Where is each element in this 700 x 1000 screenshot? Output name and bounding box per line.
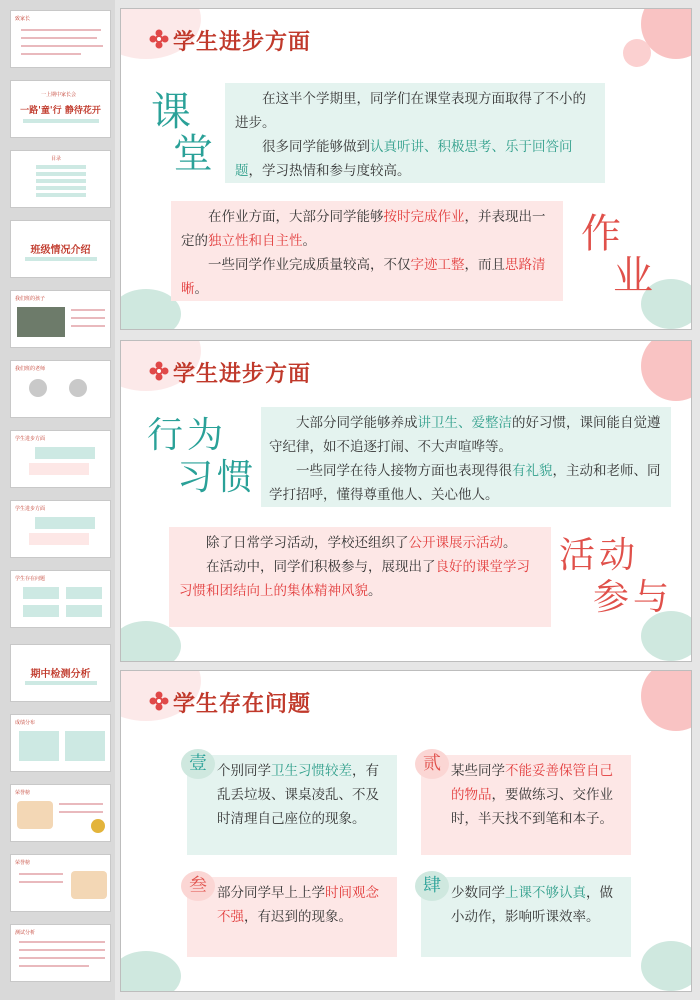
thumb-title: 我们班的孩子 bbox=[15, 296, 46, 302]
flower-decoration bbox=[641, 670, 692, 731]
thumb-title: 测试分析 bbox=[15, 930, 36, 936]
flower-icon bbox=[149, 691, 169, 711]
slide-behavior-activity bbox=[120, 340, 692, 662]
leaf-decoration bbox=[120, 951, 181, 992]
badge-3: 叁 bbox=[181, 871, 215, 901]
thumb-heading: 期中检测分析 bbox=[30, 669, 91, 680]
flower-decoration bbox=[641, 340, 692, 401]
slide-classroom-homework bbox=[120, 8, 692, 330]
flower-icon bbox=[149, 361, 169, 381]
slide-thumb-1[interactable] bbox=[10, 10, 111, 68]
slide-thumb-2[interactable] bbox=[10, 80, 111, 138]
classroom-paragraph-1: 在这半个学期里，同学们在课堂表现方面取得了不小的进步。 bbox=[235, 91, 586, 131]
slide-thumb-5[interactable] bbox=[10, 290, 111, 348]
behavior-text-box bbox=[261, 407, 671, 507]
activity-paragraph-1: 除了日常学习活动，学校还组织了公开课展示活动。 bbox=[206, 535, 517, 551]
behavior-heading: 行为 习惯 bbox=[147, 415, 258, 498]
slide-thumb-12[interactable] bbox=[10, 784, 111, 842]
homework-heading: 作 业 bbox=[581, 211, 657, 299]
thumb-title: 荣誉榜 bbox=[15, 790, 31, 796]
thumb-title: 我们班的老师 bbox=[15, 366, 46, 372]
slide-thumb-7[interactable] bbox=[10, 430, 111, 488]
thumb-title: 学生进步方面 bbox=[15, 436, 46, 442]
homework-paragraph-1: 在作业方面，大部分同学能够按时完成作业，并表现出一定的独立性和自主性。 bbox=[181, 209, 546, 249]
slide-title: 学生进步方面 bbox=[173, 362, 312, 387]
slide-title: 学生进步方面 bbox=[173, 30, 312, 55]
behavior-paragraph-1: 大部分同学能够养成讲卫生、爱整洁的好习惯，课间能自觉遵守纪律，如不追逐打闹、不大声喧哗等。 bbox=[269, 415, 661, 455]
homework-text-box bbox=[171, 201, 563, 301]
badge-2: 贰 bbox=[415, 749, 449, 779]
activity-heading: 活动 参与 bbox=[559, 535, 674, 618]
thumb-title: 学生存在问题 bbox=[15, 576, 46, 582]
slide-problems bbox=[120, 670, 692, 992]
thumb-title: 致家长 bbox=[15, 16, 31, 22]
slide-thumb-13[interactable] bbox=[10, 854, 111, 912]
slide-thumbnail-panel bbox=[0, 0, 115, 1000]
slide-thumb-8[interactable] bbox=[10, 500, 111, 558]
thumb-title: 一上期中家长会 bbox=[41, 92, 77, 98]
problem-item-4: 少数同学上课不够认真，做小动作，影响听课效率。 bbox=[421, 877, 631, 957]
slide-thumb-14[interactable] bbox=[10, 924, 111, 982]
homework-paragraph-2: 一些同学作业完成质量较高，不仅字迹工整，而且思路清晰。 bbox=[181, 257, 546, 297]
slide-thumb-6[interactable] bbox=[10, 360, 111, 418]
classroom-paragraph-2: 很多同学能够做到认真听讲、积极思考、乐于回答问题，学习热情和参与度较高。 bbox=[235, 139, 573, 179]
thumb-title: 成绩分布 bbox=[15, 720, 36, 726]
thumb-heading: 一路'童'行 静待花开 bbox=[20, 106, 101, 116]
activity-paragraph-2: 在活动中，同学们积极参与，展现出了良好的课堂学习习惯和团结向上的集体精神风貌。 bbox=[179, 559, 530, 599]
badge-4: 肆 bbox=[415, 871, 449, 901]
slide-thumb-10[interactable] bbox=[10, 644, 111, 702]
behavior-paragraph-2: 一些同学在待人接物方面也表现得很有礼貌，主动和老师、同学打招呼，懂得尊重他人、关心他人。 bbox=[269, 463, 661, 503]
problem-item-2: 某些同学不能妥善保管自己的物品，要做练习、交作业时，半天找不到笔和本子。 bbox=[421, 755, 631, 855]
problem-item-1: 个别同学卫生习惯较差，有乱丢垃圾、课桌凌乱、不及时清理自己座位的现象。 bbox=[187, 755, 397, 855]
slide-thumb-3[interactable] bbox=[10, 150, 111, 208]
classroom-text-box bbox=[225, 83, 605, 183]
thumb-heading: 班级情况介绍 bbox=[30, 245, 91, 256]
thumb-title: 目录 bbox=[51, 156, 62, 162]
slide-title: 学生存在问题 bbox=[173, 692, 312, 717]
slide-thumb-9[interactable] bbox=[10, 570, 111, 628]
slide-thumb-4[interactable] bbox=[10, 220, 111, 278]
leaf-decoration bbox=[120, 621, 181, 662]
slide-thumb-11[interactable] bbox=[10, 714, 111, 772]
flower-icon bbox=[149, 29, 169, 49]
classroom-heading: 课 堂 bbox=[151, 89, 217, 177]
problem-item-3: 部分同学早上上学时间观念不强，有迟到的现象。 bbox=[187, 877, 397, 957]
badge-1: 壹 bbox=[181, 749, 215, 779]
activity-text-box bbox=[169, 527, 551, 627]
thumb-title: 学生进步方面 bbox=[15, 506, 46, 512]
thumb-title: 荣誉榜 bbox=[15, 860, 31, 866]
